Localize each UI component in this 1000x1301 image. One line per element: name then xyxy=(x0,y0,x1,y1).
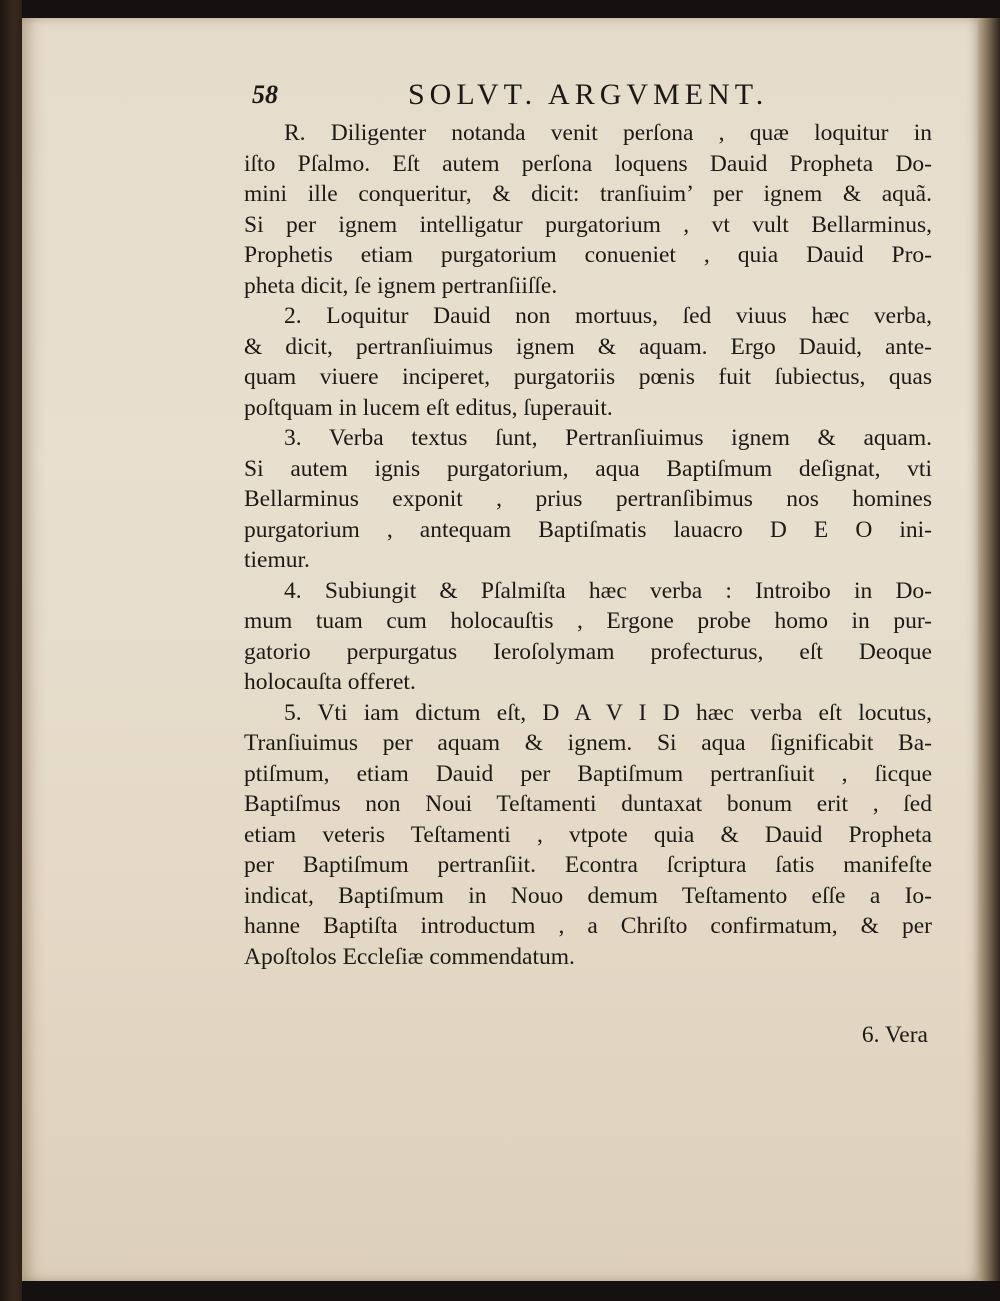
text-line: gatorio perpurgatus Ieroſolymam profecturus, eſt Deoque xyxy=(244,638,932,665)
text-line: quam viuere inciperet, purgatoriis pœnis fuit ſubiectus, quas xyxy=(244,364,932,390)
text-line: per Baptiſmum pertranſiit. Econtra ſcriptura ſatis manifeſte xyxy=(244,852,932,878)
catchword: 6. Vera xyxy=(861,1022,928,1048)
text-line: 4. Subiungit & Pſalmiſta hæc verba : Introibo in Do- xyxy=(284,577,932,604)
text-line: holocauſta offeret. xyxy=(244,669,416,695)
text-line: R. Diligenter notanda venit perſona , quæ loquitur in xyxy=(284,120,932,146)
text-line: 2. Loquitur Dauid non mortuus, ſed viuus hæc verba, xyxy=(284,303,932,329)
paragraph xyxy=(244,118,932,301)
text-line: iſto Pſalmo. Eſt autem perſona loquens Dauid Propheta Do- xyxy=(244,150,932,177)
text-line: Tranſiuimus per aquam & ignem. Si aqua ſignificabit Ba- xyxy=(244,730,932,756)
text-line: pheta dicit, ſe ignem pertranſiiſſe. xyxy=(244,272,558,299)
text-line: Prophetis etiam purgatorium conueniet , quia Dauid Pro- xyxy=(244,242,932,268)
paragraph xyxy=(244,423,932,576)
running-head xyxy=(0,78,1000,118)
body-text xyxy=(244,118,932,972)
paragraph xyxy=(244,576,932,698)
text-line: etiam veteris Teſtamenti , vtpote quia & Dauid Propheta xyxy=(244,821,932,848)
page-edge-shadow xyxy=(978,18,1000,1281)
text-line: ptiſmum, etiam Dauid per Baptiſmum pertranſiuit , ſicque xyxy=(244,760,932,787)
text-line: mum tuam cum holocauſtis , Ergone probe homo in pur- xyxy=(244,608,932,634)
text-line: 3. Verba textus ſunt, Pertranſiuimus ignem & aquam. xyxy=(284,425,932,451)
text-line: poſtquam in lucem eſt editus, ſuperauit. xyxy=(244,394,613,421)
text-line: purgatorium , antequam Baptiſmatis lauacro D E O ini- xyxy=(244,516,932,543)
text-line: tiemur. xyxy=(244,547,310,573)
text-line: Si per ignem intelligatur purgatorium , vt vult Bellarminus, xyxy=(244,211,932,238)
text-line: mini ille conqueritur, & dicit: tranſiuim’ per ignem & aquã. xyxy=(244,181,932,207)
running-title: SOLVT. ARGVMENT. xyxy=(408,78,769,111)
text-line: Apoſtolos Eccleſiæ commendatum. xyxy=(244,943,575,970)
text-line: & dicit, pertranſiuimus ignem & aquam. Ergo Dauid, ante- xyxy=(244,333,932,360)
text-line: 5. Vti iam dictum eſt, D A V I D hæc verba eſt locutus, xyxy=(284,699,932,726)
page-number: 58 xyxy=(252,80,278,109)
text-line: Si autem ignis purgatorium, aqua Baptiſmum deſignat, vti xyxy=(244,455,932,482)
text-line: Bellarminus exponit , prius pertranſibimus nos homines xyxy=(244,486,932,512)
paragraph xyxy=(244,698,932,973)
text-line: indicat, Baptiſmum in Nouo demum Teſtamento eſſe a Io- xyxy=(244,882,932,909)
paragraph xyxy=(244,301,932,423)
text-line: hanne Baptiſta introductum , a Chriſto confirmatum, & per xyxy=(244,913,932,939)
text-line: Baptiſmus non Noui Teſtamenti duntaxat bonum erit , ſed xyxy=(244,791,932,817)
